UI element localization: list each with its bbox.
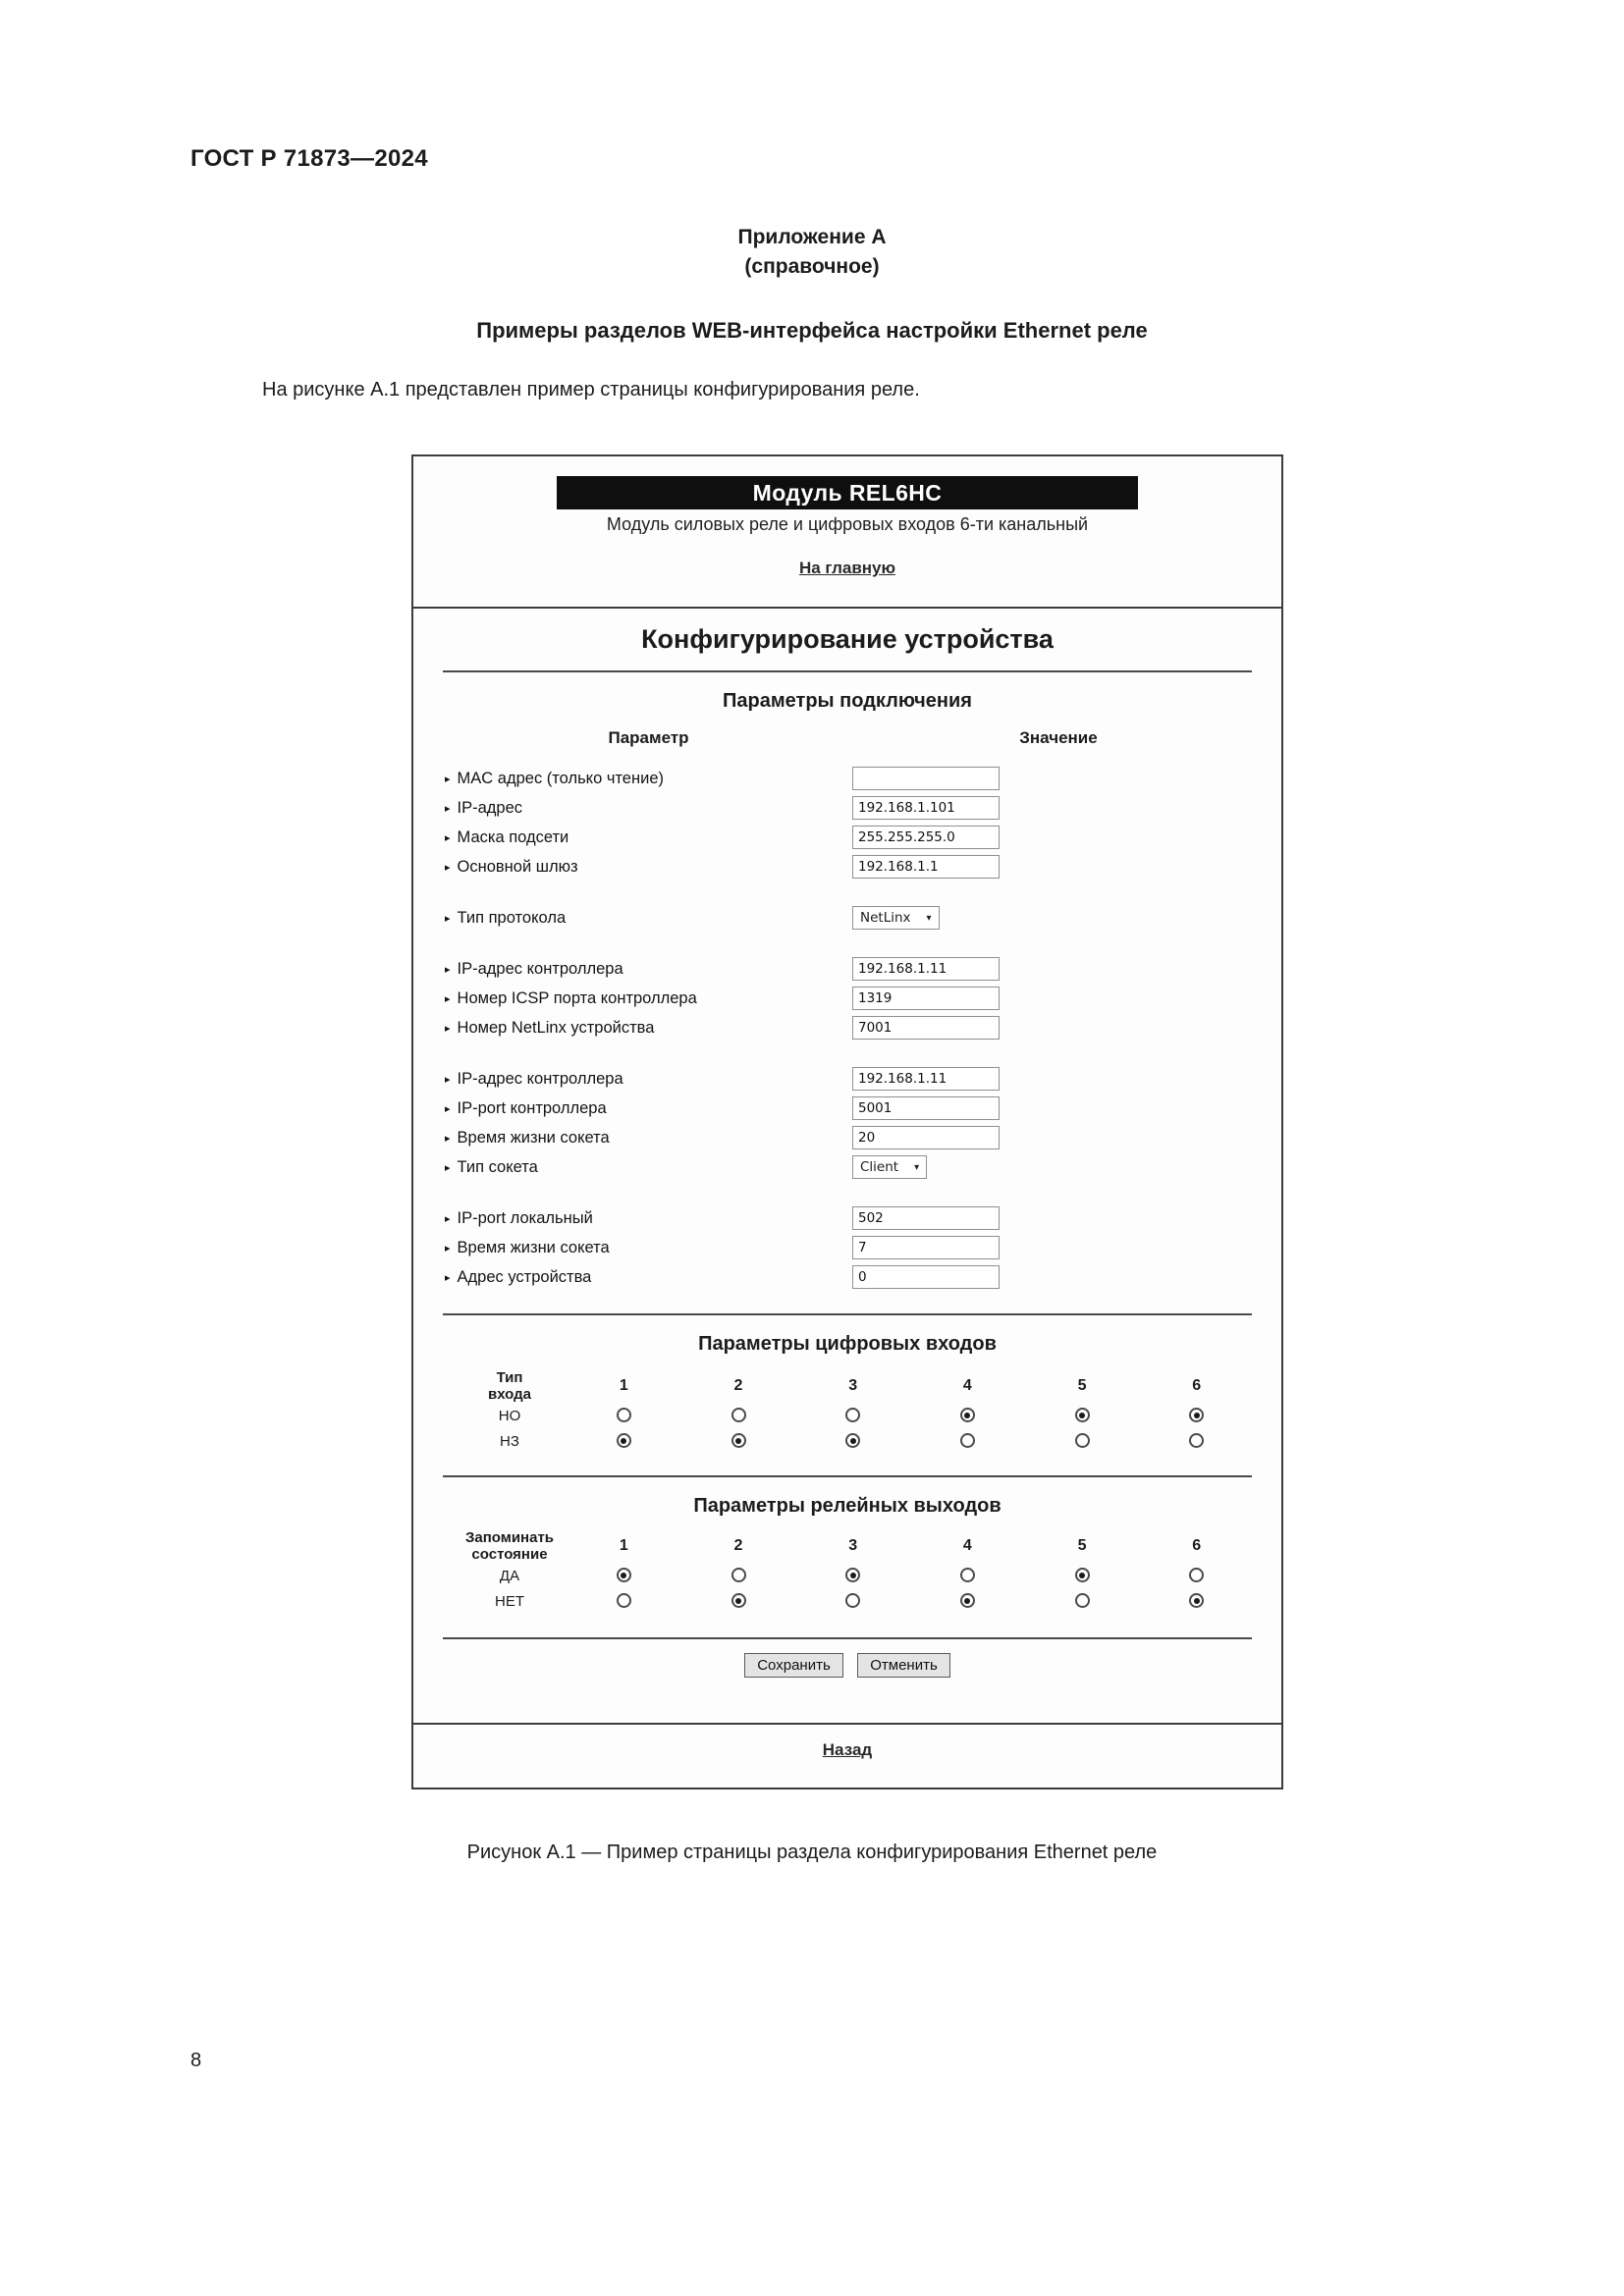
triangle-bullet-icon: ▸ bbox=[445, 1102, 451, 1115]
table-row bbox=[453, 1428, 1254, 1454]
triangle-bullet-icon: ▸ bbox=[445, 1161, 451, 1174]
relay-outputs-header bbox=[453, 1529, 1254, 1563]
param-row bbox=[413, 903, 1281, 933]
table-row bbox=[453, 1403, 1254, 1428]
param-label: ▸ Адрес устройства bbox=[445, 1267, 592, 1286]
column-6: 6 bbox=[1192, 1377, 1202, 1394]
triangle-bullet-icon: ▸ bbox=[445, 912, 451, 925]
radio-net-2[interactable] bbox=[731, 1593, 746, 1608]
triangle-bullet-icon: ▸ bbox=[445, 1271, 451, 1284]
socket-type-select[interactable]: Client ▾ bbox=[852, 1155, 927, 1179]
intro-paragraph: На рисунке А.1 представлен пример страницы конфигурирования реле. bbox=[262, 379, 920, 400]
home-link[interactable]: На главную bbox=[798, 559, 896, 577]
digital-inputs-title: Параметры цифровых входов bbox=[698, 1333, 997, 1355]
triangle-bullet-icon: ▸ bbox=[445, 1212, 451, 1225]
param-label: ▸ IP-адрес контроллера bbox=[445, 1069, 623, 1088]
triangle-bullet-icon: ▸ bbox=[445, 1022, 451, 1035]
column-1: 1 bbox=[619, 1377, 628, 1394]
section-title: Примеры разделов WEB-интерфейса настройки Ethernet реле bbox=[476, 318, 1148, 343]
param-label: ▸ Номер ICSP порта контроллера bbox=[445, 988, 697, 1007]
connection-params bbox=[413, 764, 1281, 1292]
radio-no-2[interactable] bbox=[731, 1408, 746, 1422]
config-page-title: Конфигурирование устройства bbox=[641, 624, 1054, 654]
radio-da-6[interactable] bbox=[1189, 1568, 1204, 1582]
netlinx-device-field[interactable]: 7001 bbox=[852, 1016, 1000, 1040]
table-row bbox=[453, 1563, 1254, 1588]
param-label: ▸ IP-адрес bbox=[445, 798, 523, 817]
radio-da-5[interactable] bbox=[1075, 1568, 1090, 1582]
param-row bbox=[413, 1123, 1281, 1152]
column-6: 6 bbox=[1192, 1537, 1202, 1554]
row-header: Запоминать состояние bbox=[464, 1529, 555, 1563]
table-row bbox=[453, 1588, 1254, 1614]
gateway-field[interactable]: 192.168.1.1 bbox=[852, 855, 1000, 879]
column-1: 1 bbox=[619, 1537, 628, 1554]
param-label: ▸ Маска подсети bbox=[445, 828, 569, 846]
param-label: ▸ Номер NetLinx устройства bbox=[445, 1018, 655, 1037]
module-title-bar: Модуль REL6HC bbox=[557, 476, 1138, 509]
subnet-mask-field[interactable]: 255.255.255.0 bbox=[852, 826, 1000, 849]
row-label-da: ДА bbox=[499, 1567, 520, 1584]
param-row bbox=[413, 984, 1281, 1013]
appendix-title: Приложение А bbox=[737, 226, 887, 248]
controller-ip-field[interactable]: 192.168.1.11 bbox=[852, 957, 1000, 981]
divider bbox=[443, 1313, 1252, 1315]
param-row bbox=[413, 852, 1281, 881]
columns-header bbox=[413, 728, 1281, 748]
param-row bbox=[413, 1262, 1281, 1292]
radio-nz-2[interactable] bbox=[731, 1433, 746, 1448]
digital-inputs-header bbox=[453, 1369, 1254, 1403]
triangle-bullet-icon: ▸ bbox=[445, 861, 451, 874]
radio-no-3[interactable] bbox=[845, 1408, 860, 1422]
socket-lifetime-field[interactable]: 20 bbox=[852, 1126, 1000, 1149]
triangle-bullet-icon: ▸ bbox=[445, 1073, 451, 1086]
triangle-bullet-icon: ▸ bbox=[445, 831, 451, 844]
param-label: ▸ MAC адрес (только чтение) bbox=[445, 769, 664, 787]
param-row bbox=[413, 1152, 1281, 1182]
local-ip-port-field[interactable]: 502 bbox=[852, 1206, 1000, 1230]
ui-header bbox=[413, 456, 1281, 609]
divider bbox=[443, 1475, 1252, 1477]
triangle-bullet-icon: ▸ bbox=[445, 1242, 451, 1255]
module-subtitle: Модуль силовых реле и цифровых входов 6-ти канальный bbox=[606, 514, 1089, 534]
mac-address-field[interactable] bbox=[852, 767, 1000, 790]
row-label-nz: НЗ bbox=[500, 1432, 519, 1450]
row-label-net: НЕТ bbox=[495, 1592, 524, 1610]
ui-footer bbox=[413, 1723, 1281, 1788]
radio-no-1[interactable] bbox=[617, 1408, 631, 1422]
connection-section-title: Параметры подключения bbox=[723, 690, 972, 712]
radio-net-3[interactable] bbox=[845, 1593, 860, 1608]
caret-down-icon: ▾ bbox=[914, 1161, 920, 1173]
param-label: ▸ Время жизни сокета bbox=[445, 1238, 610, 1256]
param-row bbox=[413, 1203, 1281, 1233]
param-label: ▸ IP-адрес контроллера bbox=[445, 959, 623, 978]
radio-da-2[interactable] bbox=[731, 1568, 746, 1582]
protocol-select[interactable]: NetLinx ▾ bbox=[852, 906, 940, 930]
socket-lifetime-field-2[interactable]: 7 bbox=[852, 1236, 1000, 1259]
param-label: ▸ Тип сокета bbox=[445, 1157, 538, 1176]
radio-da-4[interactable] bbox=[960, 1568, 975, 1582]
column-3: 3 bbox=[848, 1537, 858, 1554]
divider bbox=[443, 670, 1252, 672]
column-2: 2 bbox=[733, 1537, 743, 1554]
radio-nz-6[interactable] bbox=[1189, 1433, 1204, 1448]
radio-net-6[interactable] bbox=[1189, 1593, 1204, 1608]
triangle-bullet-icon: ▸ bbox=[445, 773, 451, 785]
cancel-button[interactable]: Отменить bbox=[857, 1653, 950, 1678]
radio-net-1[interactable] bbox=[617, 1593, 631, 1608]
param-row bbox=[413, 793, 1281, 823]
radio-nz-5[interactable] bbox=[1075, 1433, 1090, 1448]
column-2: 2 bbox=[733, 1377, 743, 1394]
action-buttons bbox=[413, 1653, 1281, 1678]
param-row bbox=[413, 954, 1281, 984]
radio-nz-1[interactable] bbox=[617, 1433, 631, 1448]
param-row bbox=[413, 1013, 1281, 1042]
triangle-bullet-icon: ▸ bbox=[445, 963, 451, 976]
page-number: 8 bbox=[190, 2050, 202, 2071]
column-value: Значение bbox=[1019, 728, 1098, 747]
radio-no-6[interactable] bbox=[1189, 1408, 1204, 1422]
figure-caption: Рисунок А.1 — Пример страницы раздела конфигурирования Ethernet реле bbox=[466, 1842, 1158, 1863]
triangle-bullet-icon: ▸ bbox=[445, 802, 451, 815]
relay-outputs-title: Параметры релейных выходов bbox=[693, 1495, 1001, 1517]
param-label: ▸ IP-port контроллера bbox=[445, 1098, 607, 1117]
radio-net-5[interactable] bbox=[1075, 1593, 1090, 1608]
column-5: 5 bbox=[1077, 1377, 1087, 1394]
device-address-field[interactable]: 0 bbox=[852, 1265, 1000, 1289]
row-header: Тип входа bbox=[487, 1369, 532, 1403]
column-3: 3 bbox=[848, 1377, 858, 1394]
param-row bbox=[413, 1094, 1281, 1123]
web-ui-screenshot bbox=[411, 454, 1283, 1789]
triangle-bullet-icon: ▸ bbox=[445, 992, 451, 1005]
back-link[interactable]: Назад bbox=[822, 1740, 873, 1759]
relay-outputs-table bbox=[453, 1529, 1254, 1614]
radio-nz-3[interactable] bbox=[845, 1433, 860, 1448]
column-4: 4 bbox=[962, 1377, 972, 1394]
save-button[interactable]: Сохранить bbox=[744, 1653, 843, 1678]
ip-address-field[interactable]: 192.168.1.101 bbox=[852, 796, 1000, 820]
column-param: Параметр bbox=[608, 728, 689, 747]
caret-down-icon: ▾ bbox=[926, 912, 932, 924]
param-row bbox=[413, 764, 1281, 793]
param-row bbox=[413, 1233, 1281, 1262]
param-label: ▸ Время жизни сокета bbox=[445, 1128, 610, 1147]
param-label: ▸ Тип протокола bbox=[445, 908, 567, 927]
param-label: ▸ Основной шлюз bbox=[445, 857, 578, 876]
icsp-port-field[interactable]: 1319 bbox=[852, 987, 1000, 1010]
controller-ip-field-2[interactable]: 192.168.1.11 bbox=[852, 1067, 1000, 1091]
param-row bbox=[413, 1064, 1281, 1094]
controller-ip-port-field[interactable]: 5001 bbox=[852, 1096, 1000, 1120]
triangle-bullet-icon: ▸ bbox=[445, 1132, 451, 1145]
column-5: 5 bbox=[1077, 1537, 1087, 1554]
appendix-heading bbox=[0, 223, 1624, 282]
radio-da-3[interactable] bbox=[845, 1568, 860, 1582]
radio-da-1[interactable] bbox=[617, 1568, 631, 1582]
appendix-subtitle: (справочное) bbox=[744, 255, 880, 278]
radio-nz-4[interactable] bbox=[960, 1433, 975, 1448]
radio-net-4[interactable] bbox=[960, 1593, 975, 1608]
radio-no-4[interactable] bbox=[960, 1408, 975, 1422]
column-4: 4 bbox=[962, 1537, 972, 1554]
divider bbox=[443, 1637, 1252, 1639]
radio-no-5[interactable] bbox=[1075, 1408, 1090, 1422]
param-row bbox=[413, 823, 1281, 852]
param-label: ▸ IP-port локальный bbox=[445, 1208, 593, 1227]
gost-header: ГОСТ Р 71873—2024 bbox=[190, 145, 428, 172]
row-label-no: НО bbox=[498, 1407, 521, 1424]
digital-inputs-table bbox=[453, 1369, 1254, 1454]
